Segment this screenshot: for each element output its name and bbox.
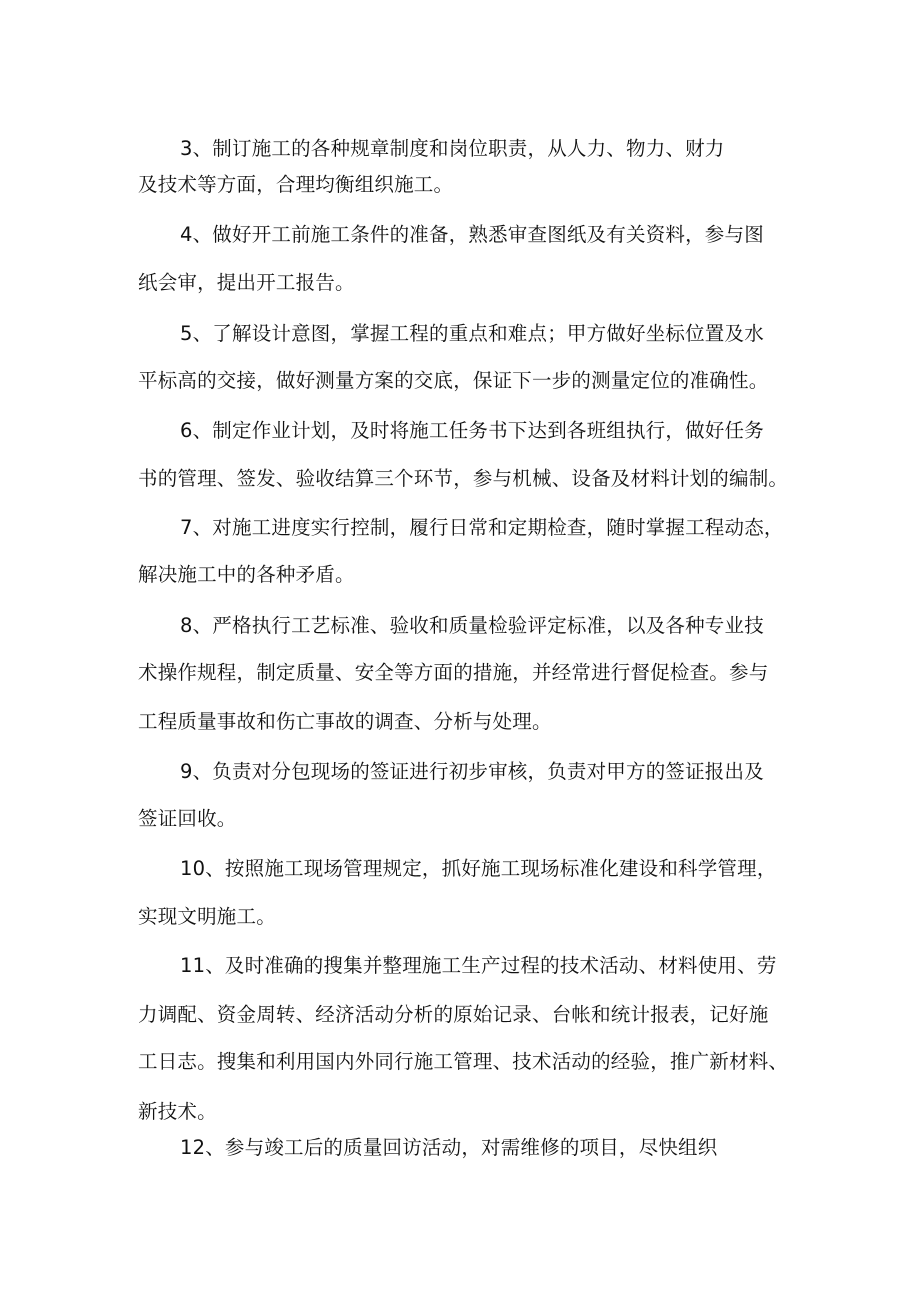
paragraph-5-line-2: 平标高的交接，做好测量方案的交底，保证下一步的测量定位的准确性。 [138,369,769,392]
paragraph-3-line-2: 及技术等方面，合理均衡组织施工。 [138,173,454,196]
paragraph-10-line-2: 实现文明施工。 [138,905,276,928]
paragraph-8-line-1: 8、严格执行工艺标准、验收和质量检验评定标准，以及各种专业技 [180,614,764,637]
paragraph-8-line-3: 工程质量事故和伤亡事故的调查、分析与处理。 [138,710,552,733]
paragraph-5-line-1: 5、了解设计意图，掌握工程的重点和难点；甲方做好坐标位置及水 [180,322,764,345]
paragraph-4-line-1: 4、做好开工前施工条件的准备，熟悉审查图纸及有关资料，参与图 [180,223,764,246]
paragraph-9-line-1: 9、负责对分包现场的签证进行初步审核，负责对甲方的签证报出及 [180,760,764,783]
paragraph-8-line-2: 术操作规程，制定质量、安全等方面的措施，并经常进行督促检查。参与 [138,661,769,684]
paragraph-6-line-2: 书的管理、签发、验收结算三个环节，参与机械、设备及材料计划的编制。 [138,467,789,490]
paragraph-12-line-1: 12、参与竣工后的质量回访活动，对需维修的项目，尽快组织 [180,1136,718,1159]
paragraph-7-line-1: 7、对施工进度实行控制，履行日常和定期检查，随时掌握工程动态， [180,516,784,539]
paragraph-11-line-1: 11、及时准确的搜集并整理施工生产过程的技术活动、材料使用、劳 [180,954,777,977]
paragraph-6-line-1: 6、制定作业计划，及时将施工任务书下达到各班组执行，做好任务 [180,419,764,442]
paragraph-9-line-2: 签证回收。 [138,807,237,830]
paragraph-3-line-1: 3、制订施工的各种规章制度和岗位职责，从人力、物力、财力 [180,137,725,160]
paragraph-11-line-4: 新技术。 [138,1100,217,1123]
paragraph-10-line-1: 10、按照施工现场管理规定，抓好施工现场标准化建设和科学管理， [180,857,777,880]
paragraph-7-line-2: 解决施工中的各种矛盾。 [138,563,355,586]
paragraph-11-line-3: 工日志。搜集和利用国内外同行施工管理、技术活动的经验，推广新材料、 [138,1050,789,1073]
paragraph-11-line-2: 力调配、资金周转、经济活动分析的原始记录、台帐和统计报表，记好施 [138,1003,769,1026]
paragraph-4-line-2: 纸会审，提出开工报告。 [138,271,355,294]
